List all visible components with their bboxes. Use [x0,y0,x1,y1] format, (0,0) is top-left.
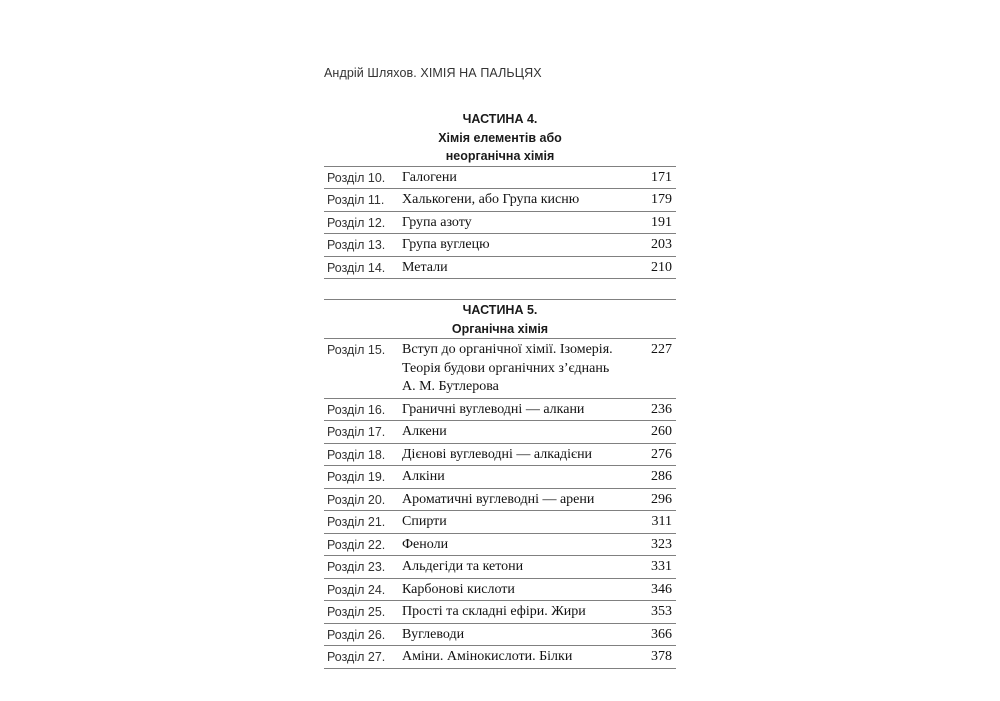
chapter-title-line: Альдегіди та кетони [402,559,524,574]
chapter-title [402,468,622,487]
chapter-row [324,167,676,190]
chapter-label: Розділ 24. [327,582,386,597]
table-of-contents [324,110,676,669]
chapter-label: Розділ 17. [327,425,386,439]
chapter-label: Розділ 14. [327,260,386,275]
chapter-page-number: 296 [651,491,672,507]
part-header-line: ЧАСТИНА 5. [462,303,538,317]
chapter-page-number: 236 [651,401,672,417]
chapter-title [402,446,622,465]
chapter-title-line: А. М. Бутлерова [402,379,499,394]
chapter-title-line: Карбонові кислоти [402,581,515,597]
chapter-label: Розділ 16. [327,402,386,417]
chapter-title-line: Граничні вуглеводні — алкани [402,401,585,417]
chapter-row [324,601,676,624]
chapter-label: Розділ 20. [327,492,386,507]
part-header-line: неорганічна хімія [445,149,555,163]
chapter-page-number: 260 [651,424,672,439]
chapter-row [324,556,676,579]
chapter-row [324,646,676,669]
chapter-label: Розділ 21. [327,515,386,529]
part-header-line: ЧАСТИНА 4. [462,112,538,126]
chapter-title-line: Група вуглецю [402,237,490,252]
chapter-row [324,234,676,257]
chapter-page-number: 323 [651,536,672,552]
chapter-title [402,491,622,510]
chapter-list [324,338,676,669]
chapter-label: Розділ 26. [327,627,386,642]
part-5-section [324,299,676,669]
chapter-title [402,214,622,233]
chapter-list [324,166,676,280]
chapter-row [324,399,676,422]
chapter-row [324,624,676,647]
chapter-page-number: 286 [651,469,672,484]
chapter-title-line: Група азоту [402,214,472,230]
chapter-row [324,489,676,512]
part-header [324,301,676,338]
chapter-page-number: 331 [651,559,672,574]
chapter-row [324,421,676,444]
chapter-title [402,513,622,532]
chapter-label: Розділ 10. [327,170,386,185]
chapter-page-number: 210 [651,259,672,275]
chapter-page-number: 171 [651,169,672,185]
chapter-title-line: Прості та складні ефіри. Жири [402,604,586,619]
chapter-label: Розділ 18. [327,447,386,462]
chapter-label: Розділ 19. [327,470,386,484]
chapter-title-line: Феноли [402,536,449,552]
chapter-row [324,579,676,602]
chapter-title-line: Теорія будови органічних з’єднань [402,360,610,376]
chapter-row [324,189,676,212]
chapter-title [402,648,622,667]
chapter-title-line: Аміни. Амінокислоти. Білки [402,649,573,664]
chapter-row [324,444,676,467]
chapter-title-line: Алкіни [402,469,445,484]
chapter-title [402,259,622,278]
chapter-page-number: 311 [651,514,672,529]
chapter-title [402,536,622,555]
chapter-label: Розділ 25. [327,605,386,619]
part-header [324,110,676,166]
chapter-page-number: 179 [651,192,672,207]
chapter-title [402,603,622,622]
chapter-page-number: 203 [651,237,672,252]
chapter-title-line: Дієнові вуглеводні — алкадієни [402,446,593,462]
chapter-row [324,212,676,235]
chapter-title-line: Алкени [402,424,447,439]
chapter-title-line: Ароматичні вуглеводні — арени [402,491,595,507]
chapter-page-number: 191 [651,214,672,230]
chapter-page-number: 353 [651,604,672,619]
chapter-title-line: Халькогени, або Група кисню [402,192,580,207]
chapter-row [324,466,676,489]
chapter-label: Розділ 12. [327,215,386,230]
chapter-page-number: 227 [651,342,672,357]
chapter-title [402,341,622,397]
chapter-label: Розділ 27. [327,650,386,664]
running-head: Андрій Шляхов. ХІМІЯ НА ПАЛЬЦЯХ [324,66,542,80]
chapter-title-line: Метали [402,259,448,275]
chapter-title [402,423,622,442]
chapter-label: Розділ 23. [327,560,386,574]
chapter-page-number: 378 [651,649,672,664]
chapter-label: Розділ 13. [327,238,386,252]
chapter-row [324,511,676,534]
chapter-title-line: Вступ до органічної хімії. Ізомерія. [402,342,613,357]
chapter-label: Розділ 11. [327,193,385,207]
chapter-title-line: Вуглеводи [402,626,465,642]
chapter-page-number: 276 [651,446,672,462]
chapter-page-number: 366 [651,626,672,642]
chapter-row [324,534,676,557]
chapter-title-line: Спирти [402,514,447,529]
chapter-title [402,169,622,188]
part-header-line: Хімія елементів або [438,130,562,145]
chapter-label: Розділ 22. [327,537,386,552]
chapter-label: Розділ 15. [327,343,386,357]
chapter-row [324,257,676,280]
chapter-title [402,581,622,600]
part-header-line: Органічна хімія [451,321,549,336]
chapter-title [402,191,622,210]
chapter-title [402,236,622,255]
chapter-title-line: Галогени [402,169,457,185]
chapter-page-number: 346 [651,581,672,597]
part-4-section [324,110,676,279]
chapter-row [324,339,676,399]
chapter-title [402,401,622,420]
chapter-title [402,626,622,645]
chapter-title [402,558,622,577]
